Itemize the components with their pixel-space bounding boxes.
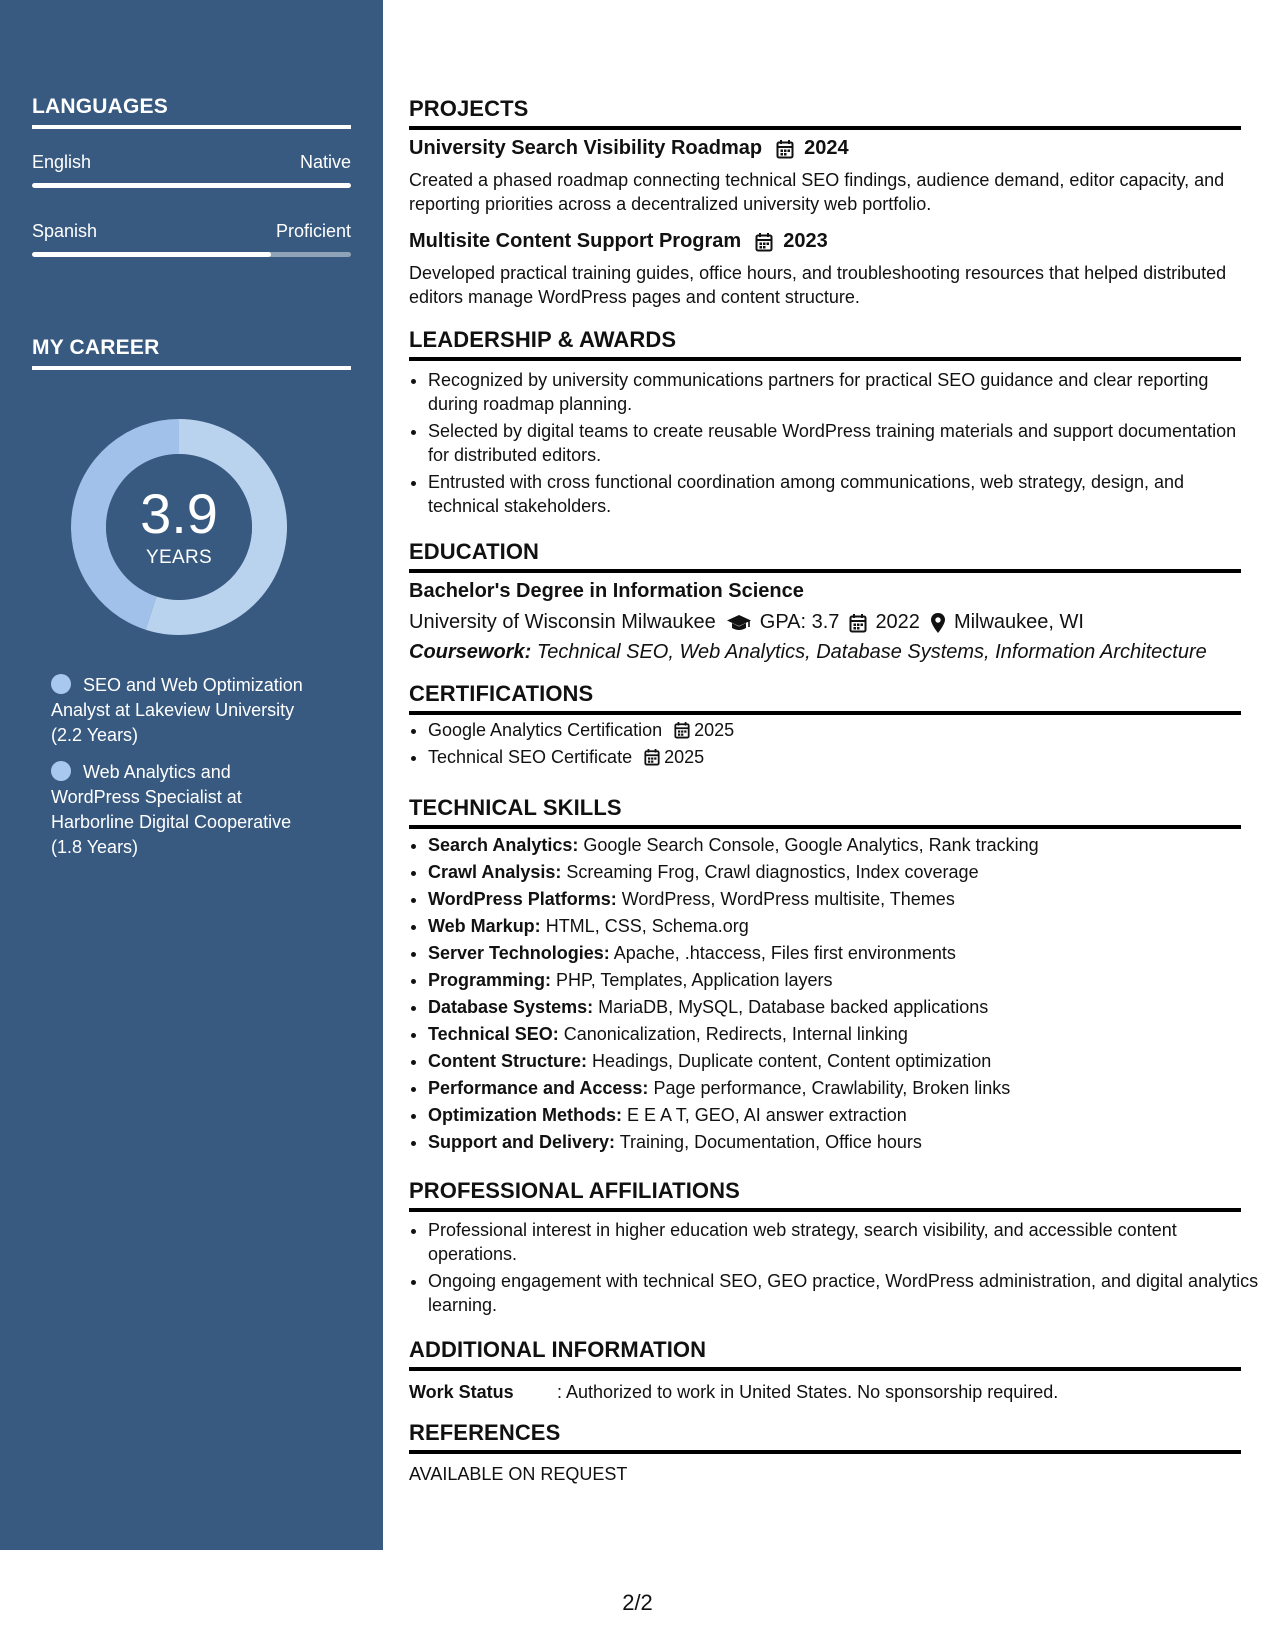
work-status-label: Work Status — [409, 1382, 514, 1402]
skill-item — [428, 995, 1260, 1019]
sidebar — [0, 0, 383, 1550]
location-pin-icon — [930, 612, 946, 634]
gpa: GPA: 3.7 — [759, 611, 840, 633]
language-row-spanish — [32, 221, 351, 242]
calendar-icon — [849, 613, 867, 633]
career-item — [51, 760, 321, 860]
language-bar-english — [32, 183, 351, 188]
skill-value: E E A T, GEO, AI answer extraction — [621, 1105, 907, 1125]
language-name: English — [32, 152, 92, 172]
career-item-text: SEO and Web Optimization Analyst at Lakeview University (2.2 Years) — [51, 675, 303, 745]
skill-label: Technical SEO: — [428, 1024, 559, 1044]
project-description: Created a phased roadmap connecting technical SEO findings, audience demand, editor capacity, and reporting priorities across a decentralized university web portfolio. — [409, 170, 1225, 214]
project-description: Developed practical training guides, office hours, and troubleshooting resources that helped distributed editors manage WordPress pages and content structure. — [409, 263, 1227, 307]
skill-item — [428, 887, 1260, 911]
list-item: • Ongoing engagement with technical SEO, GEO practice, WordPress administration, and digital analytics learning. — [428, 1269, 1260, 1317]
language-row-english — [32, 152, 351, 173]
skill-label: WordPress Platforms: — [428, 889, 617, 909]
career-heading: MY CAREER — [32, 336, 351, 370]
graduation-year: 2022 — [875, 611, 920, 633]
project-title: University Search Visibility Roadmap — [409, 137, 763, 159]
career-years-unit: YEARS — [146, 547, 212, 568]
project-year: 2024 — [804, 137, 849, 159]
career-years-value: 3.9 — [140, 482, 218, 545]
skill-label: Search Analytics: — [428, 835, 579, 855]
certifications-list — [409, 718, 1260, 772]
skill-label: Optimization Methods: — [428, 1105, 622, 1125]
career-item-text: Web Analytics and WordPress Specialist at Harborline Digital Cooperative (1.8 Years) — [51, 762, 292, 857]
project-title-row — [409, 230, 828, 253]
graduation-cap-icon — [726, 613, 752, 633]
donut-center-label — [66, 414, 292, 640]
affiliations-list — [409, 1218, 1260, 1320]
affiliations-heading: PROFESSIONAL AFFILIATIONS — [409, 1178, 1241, 1212]
list-item: • Entrusted with cross functional coordination among communications, web strategy, design, and technical stakeholders. — [428, 470, 1260, 518]
certification-item — [428, 718, 1260, 742]
additional-info-heading: ADDITIONAL INFORMATION — [409, 1337, 1241, 1371]
education-heading: EDUCATION — [409, 539, 1241, 573]
calendar-icon — [776, 139, 794, 159]
projects-heading: PROJECTS — [409, 96, 1241, 130]
languages-heading: LANGUAGES — [32, 95, 351, 129]
project-title: Multisite Content Support Program — [409, 230, 742, 252]
coursework-label: Coursework: — [409, 641, 532, 663]
skill-item — [428, 968, 1260, 992]
skill-label: Content Structure: — [428, 1051, 587, 1071]
skill-item — [428, 941, 1260, 965]
language-bar-spanish — [32, 252, 351, 257]
career-list — [51, 673, 321, 872]
skill-item — [428, 1022, 1260, 1046]
list-item: • Recognized by university communications partners for practical SEO guidance and clear reporting during roadmap planning. — [428, 368, 1260, 416]
skill-value: Apache, .htaccess, Files first environments — [609, 943, 956, 963]
list-item: • Professional interest in higher education web strategy, search visibility, and accessible content operations. — [428, 1218, 1260, 1266]
skill-value: Canonicalization, Redirects, Internal linking — [558, 1024, 908, 1044]
language-name: Spanish — [32, 221, 98, 241]
certification-name: • Technical SEO Certificate — [428, 747, 633, 767]
page-number: 2/2 — [622, 1590, 653, 1615]
certifications-heading: CERTIFICATIONS — [409, 681, 1241, 715]
skill-value: Google Search Console, Google Analytics, Rank tracking — [578, 835, 1039, 855]
skill-value: PHP, Templates, Application layers — [551, 970, 833, 990]
skill-label: Crawl Analysis: — [428, 862, 562, 882]
skill-value: Page performance, Crawlability, Broken links — [648, 1078, 1011, 1098]
skill-value: Headings, Duplicate content, Content optimization — [587, 1051, 992, 1071]
education-details — [409, 611, 1084, 634]
skill-label: Performance and Access: — [428, 1078, 649, 1098]
degree-title: Bachelor's Degree in Information Science — [409, 580, 804, 602]
leadership-list — [409, 368, 1260, 521]
skill-label: Programming: — [428, 970, 552, 990]
legend-dot — [51, 674, 71, 694]
certification-item — [428, 745, 1260, 769]
skill-item — [428, 1049, 1260, 1073]
skill-item — [428, 1130, 1260, 1154]
skill-item — [428, 860, 1260, 884]
work-status-row — [409, 1382, 1058, 1403]
skill-value: WordPress, WordPress multisite, Themes — [616, 889, 955, 909]
skill-item — [428, 833, 1260, 857]
coursework-list: Technical SEO, Web Analytics, Database Systems, Information Architecture — [536, 641, 1207, 663]
school-name: University of Wisconsin Milwaukee — [409, 611, 716, 633]
coursework — [409, 641, 1207, 664]
school-location: Milwaukee, WI — [953, 611, 1084, 633]
skill-label: Web Markup: — [428, 916, 541, 936]
skill-value: MariaDB, MySQL, Database backed applications — [593, 997, 989, 1017]
certification-year: 2025 — [694, 720, 735, 740]
career-item — [51, 673, 321, 748]
leadership-heading: LEADERSHIP & AWARDS — [409, 327, 1241, 361]
certification-year: 2025 — [664, 747, 705, 767]
references-text: AVAILABLE ON REQUEST — [409, 1464, 628, 1484]
project-title-row — [409, 137, 849, 160]
language-bar-fill — [32, 183, 351, 188]
skill-item — [428, 1076, 1260, 1100]
skill-label: Database Systems: — [428, 997, 594, 1017]
skill-value: HTML, CSS, Schema.org — [540, 916, 749, 936]
skill-value: Screaming Frog, Crawl diagnostics, Index coverage — [561, 862, 979, 882]
skill-item — [428, 1103, 1260, 1127]
work-status-value: : Authorized to work in United States. No sponsorship required. — [557, 1382, 1059, 1402]
calendar-icon — [755, 232, 773, 252]
skill-item — [428, 914, 1260, 938]
language-level: Native — [299, 152, 351, 172]
calendar-icon — [644, 748, 660, 766]
list-item: • Selected by digital teams to create reusable WordPress training materials and support documentation for distributed editors. — [428, 419, 1260, 467]
certification-name: • Google Analytics Certification — [428, 720, 663, 740]
skill-label: Support and Delivery: — [428, 1132, 616, 1152]
skill-label: Server Technologies: — [428, 943, 610, 963]
language-bar-fill — [32, 252, 271, 257]
skills-list — [409, 833, 1260, 1157]
skills-heading: TECHNICAL SKILLS — [409, 795, 1241, 829]
calendar-icon — [674, 721, 690, 739]
legend-dot — [51, 761, 71, 781]
skill-value: Training, Documentation, Office hours — [615, 1132, 922, 1152]
career-donut-chart — [66, 414, 292, 640]
language-level: Proficient — [275, 221, 351, 241]
references-heading: REFERENCES — [409, 1420, 1241, 1454]
project-year: 2023 — [783, 230, 828, 252]
